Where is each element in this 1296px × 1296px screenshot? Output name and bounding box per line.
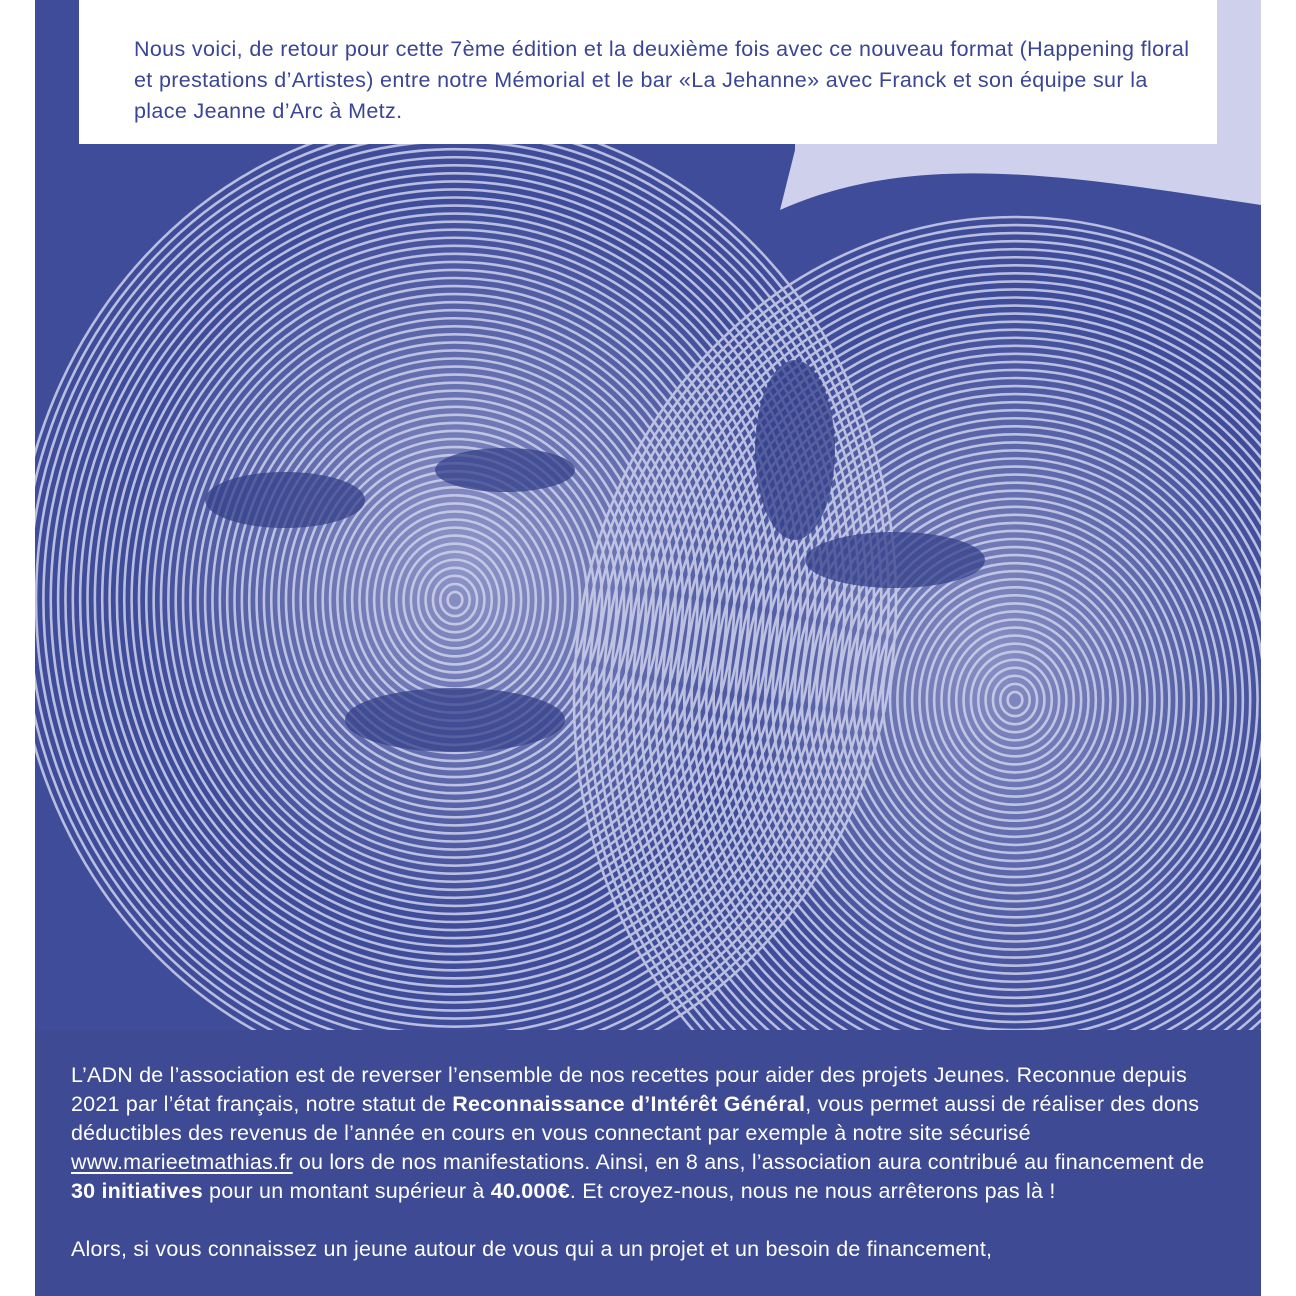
association-text-1: L’ADN de l’association est de reverser l’ensemble de nos recettes pour aider des projets Jeunes. Reconnue depuis 2021 par l’état français, notre statut de bbox=[71, 1063, 1187, 1116]
intro-text-box bbox=[79, 0, 1217, 144]
association-text-5: . Et croyez-nous, nous ne nous arrêterons pas là ! bbox=[569, 1179, 1056, 1203]
initiatives-count: 30 initiatives bbox=[71, 1179, 203, 1203]
association-text-2: , vous permet aussi de réaliser des dons déductibles des revenus de l’année en cours en vous connectant par exemple à notre site sécurisé bbox=[71, 1092, 1200, 1145]
poster bbox=[35, 0, 1261, 1296]
intro-paragraph: Nous voici, de retour pour cette 7ème édition et la deuxième fois avec ce nouveau format (Happening floral et prestations d’Artistes) entre notre Mémorial et le bar «La Jehanne» avec Franck et son équipe sur la place Jeanne d’Arc à Metz. bbox=[134, 37, 1190, 123]
funding-amount: 40.000€ bbox=[490, 1179, 570, 1203]
association-text-4: pour un montant supérieur à bbox=[202, 1179, 491, 1203]
engraved-portrait-image bbox=[35, 0, 1261, 1030]
association-text-3: ou lors de nos manifestations. Ainsi, en 8 ans, l’association aura contribué au financement de bbox=[292, 1150, 1205, 1174]
general-interest-recognition: Reconnaissance d’Intérêt Général bbox=[452, 1092, 806, 1116]
call-to-action-paragraph: Alors, si vous connaissez un jeune autour de vous qui a un projet et un besoin de financement, bbox=[71, 1237, 993, 1261]
association-paragraph bbox=[71, 1061, 1231, 1206]
website-link[interactable]: www.marieetmathias.fr bbox=[71, 1150, 293, 1174]
association-info-band bbox=[35, 1030, 1261, 1296]
